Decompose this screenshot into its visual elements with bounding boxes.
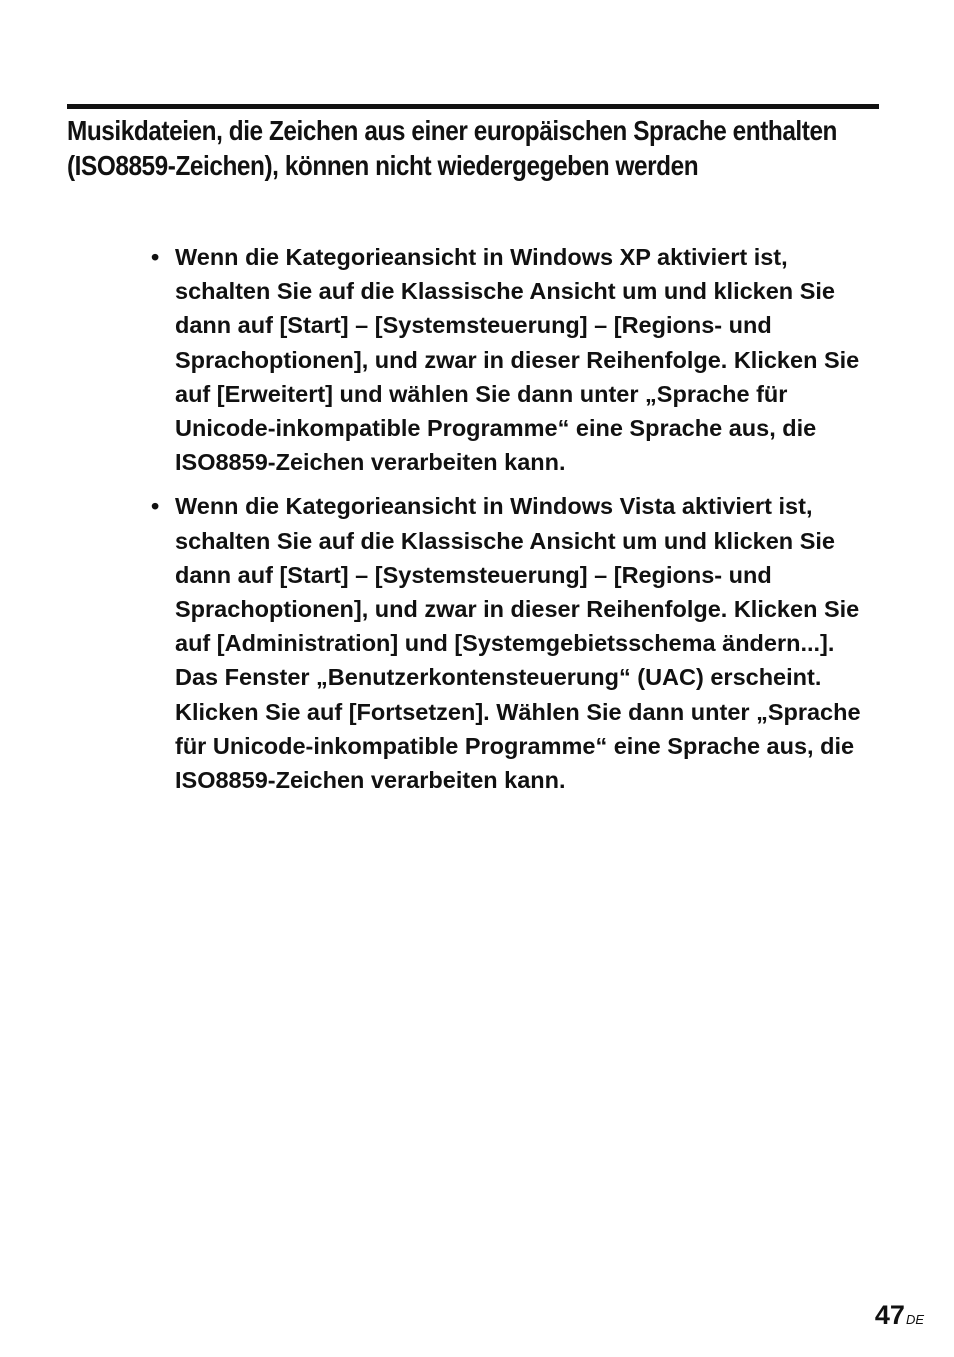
- bullet-list: [151, 240, 871, 807]
- bullet-item-windows-vista: [151, 489, 871, 797]
- bullet-icon: •: [151, 244, 160, 270]
- section-rule: [67, 104, 879, 109]
- section-heading: Musikdateien, die Zeichen aus einer europäischen Sprache enthalten (ISO8859-Zeichen), können nicht wiedergegeben werden: [67, 115, 838, 181]
- bullet-text: Wenn die Kategorieansicht in Windows XP aktiviert ist, schalten Sie auf die Klassische Ansicht um und klicken Sie dann auf [Start] – [Systemsteuerung] – [Regions- und Sprachoptionen], und zwar in dieser Reihenfolge. Klicken Sie auf [Erweitert] und wählen Sie dann unter „Sprache für Unicode-inkompatible Programme“ eine Sprache aus, die ISO8859-Zeichen verarbeiten kann.: [175, 244, 860, 476]
- bullet-icon: •: [151, 493, 160, 520]
- page-number-value: 47: [874, 1300, 905, 1330]
- bullet-item-windows-xp: [151, 240, 871, 479]
- bullet-text: Wenn die Kategorieansicht in Windows Vista aktiviert ist, schalten Sie auf die Klassische Ansicht um und klicken Sie dann auf [Start] – [Systemsteuerung] – [Regions- und Sprachoptionen], und zwar in dieser Reihenfolge. Klicken Sie auf [Administration] und [Systemgebietsschema ändern...]. Das Fenster „Benutzerkontensteuerung“ (UAC) erscheint. Klicken Sie auf [Fortsetzen]. Wählen Sie dann unter „Sprache für Unicode-inkompatible Programme“ eine Sprache aus, die ISO8859-Zeichen verarbeiten kann.: [175, 493, 861, 794]
- page-number: [875, 1300, 924, 1331]
- page-language-code: DE: [905, 1312, 924, 1327]
